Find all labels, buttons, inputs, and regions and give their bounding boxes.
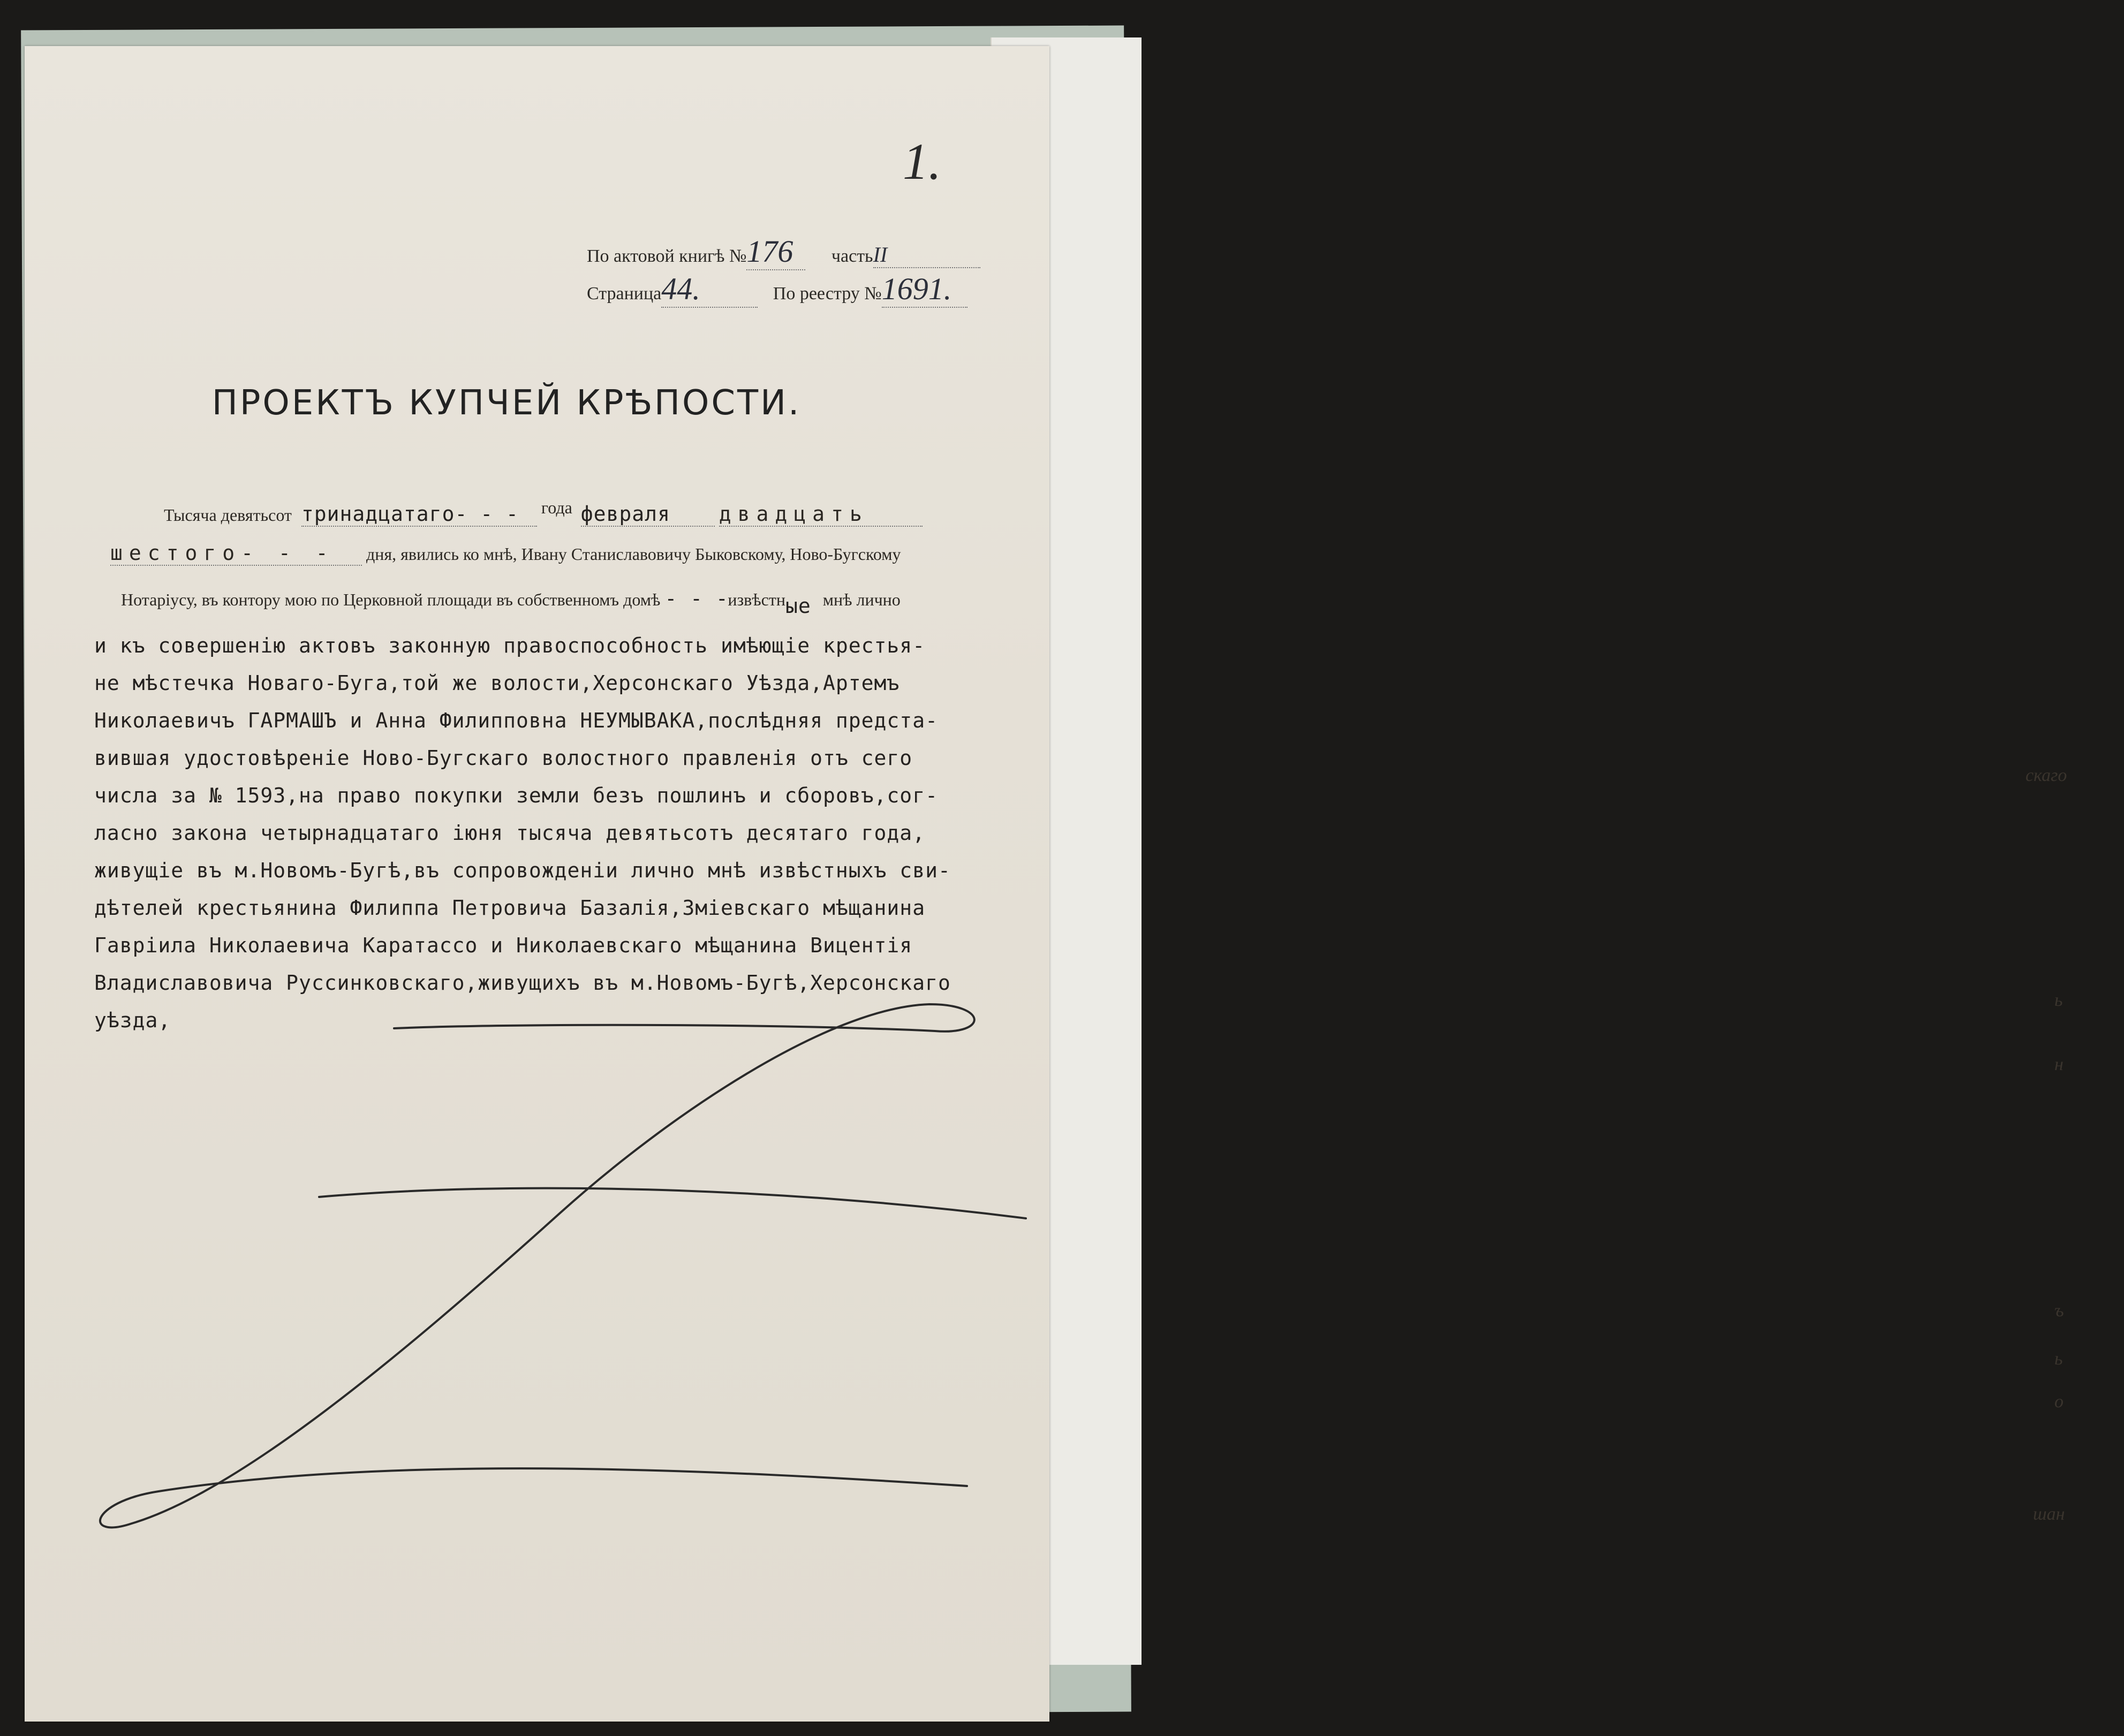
year-field: тринадцатаго- - - [301,502,537,527]
month-field: февраля [581,502,715,527]
registry-label: По реестру № [773,284,882,304]
margin-note: ь [2054,1349,2063,1369]
page-value: 44. [661,271,758,308]
margin-notes [2022,765,2124,1542]
body-line: не мѣстечка Новаго-Буга,той же волости,Херсонскаго Уѣзда,Артемъ [94,671,900,695]
margin-note: шан [2033,1504,2065,1524]
body-line: уѣзда, [94,1009,171,1032]
registry-value: 1691. [882,271,967,308]
form-line-3 [121,587,901,618]
body-line: живущіе въ м.Новомъ-Бугѣ,въ сопровожденіи лично мнѣ извѣстныхъ сви- [94,859,951,882]
body-line: и къ совершенію актовъ законную правоспособность имѣющіе крестья- [94,634,926,657]
form-line-2 [110,541,901,566]
margin-note: скаго [2025,765,2067,785]
page-number: 1. [903,133,941,190]
body-line: дѣтелей крестьянина Филиппа Петровича Базалія,Зміевскаго мѣщанина [94,896,926,920]
book-line [587,233,980,270]
document-page [25,46,1049,1722]
body-line: вившая удостовѣреніе Ново-Бугскаго волостного правленія отъ сего [94,746,913,770]
day-field: двадцать [719,502,923,527]
book-number: 176 [746,233,805,270]
form-text: года [541,498,572,517]
form-text: Тысяча девятьсот [164,505,292,525]
page-label: Страница [587,284,662,304]
form-line-1 [164,498,923,527]
part-label: часть [831,246,873,266]
body-line: Владиславовича Руссинковскаго,живущихъ въ м.Новомъ-Бугѣ,Херсонскаго [94,971,951,995]
margin-note: о [2054,1392,2063,1412]
book-label: По актовой книгѣ № [587,246,747,266]
house-field: - - - [664,587,729,610]
page-line [587,271,967,308]
day-field-cont: шестого- - - [110,541,362,566]
form-text: извѣстн [728,590,785,609]
body-line: числа за № 1593,на право покупки земли безъ пошлинъ и сборовъ,сог- [94,784,938,807]
body-line: Николаевичъ ГАРМАШЪ и Анна Филипповна НЕУМЫВАКА,послѣдняя предста- [94,709,938,732]
body-line: Гавріила Николаевича Каратассо и Николаевскаго мѣщанина Вицентія [94,934,913,957]
form-text: мнѣ лично [822,590,901,609]
margin-note: ъ [2054,1301,2064,1321]
form-text-suffix: ые [785,594,811,618]
margin-note: ь [2054,990,2063,1010]
form-text: Нотаріусу, въ контору мою по Церковной площади въ собственномъ домѣ [121,590,661,609]
margin-note: н [2054,1055,2063,1074]
document-title: ПРОЕКТЪ КУПЧЕЙ КРѢПОСТИ. [211,383,802,423]
body-line: ласно закона четырнадцатаго іюня тысяча девятьсотъ десятаго года, [94,821,926,845]
part-number: II [873,242,980,268]
form-text: дня, явились ко мнѣ, Ивану Станиславовичу Быковскому, Ново-Бугскому [366,544,901,564]
